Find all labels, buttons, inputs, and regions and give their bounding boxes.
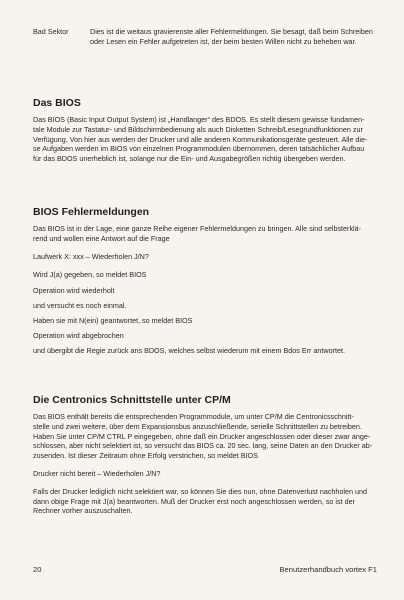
centronics-line: stelle und zwei weitere, über dem Expansionsbus anzuschließende, serielle Schnittstellen zu betreiben. bbox=[33, 421, 362, 431]
bios-errors-heading: BIOS Fehlermeldungen bbox=[33, 206, 150, 218]
bad-sector-line: Dies ist die weitaus gravierenste aller Fehlermeldungen. Sie besagt, daß beim Schreiben bbox=[90, 27, 373, 36]
bios-errors-section bbox=[33, 206, 378, 359]
centronics-section bbox=[33, 394, 378, 516]
bad-sector-definition bbox=[90, 27, 378, 47]
bios-errors-intro-line: rend und wollen eine Antwort auf die Frage bbox=[33, 233, 170, 243]
retry-prompt: Laufwerk X: xxx – Wiederholen J/N? bbox=[33, 251, 149, 261]
footer-title: Benutzerhandbuch vortex F1 bbox=[279, 565, 377, 574]
bios-line: Verfügung. Von hier aus werden der Drucker und alle anderen Kommunikationsgeräte gesteuert. Alle die- bbox=[33, 134, 368, 144]
bios-errors-list-line: Operation wird abgebrochen bbox=[33, 331, 124, 341]
bad-sector-line: oder Lesen ein Fehler aufgetreten ist, der beim besten Willen nicht zu beheben war. bbox=[90, 36, 357, 46]
printer-prompt: Drucker nicht bereit – Wiederholen J/N? bbox=[33, 468, 161, 478]
bios-errors-intro-line: Das BIOS ist in der Lage, eine ganze Reihe eigener Fehlermeldungen zu bringen. Alle sind selbsterklä- bbox=[33, 224, 362, 233]
bios-line: Das BIOS (Basic Input Output System) ist „Handlanger“ des BDOS. Es stellt diesem gewisse fundamen- bbox=[33, 115, 365, 124]
bios-errors-list-line: Operation wird wiederholt bbox=[33, 285, 115, 295]
bios-section bbox=[33, 97, 378, 164]
centronics-closing-line: Rechner vorher auszuschalten. bbox=[33, 506, 133, 516]
centronics-line: zusenden. Ist dieser Zeitraum ohne Erfolg verstrichen, so meldet BIOS bbox=[33, 451, 258, 461]
bad-sector-term: Bad Sektor bbox=[33, 27, 69, 36]
centronics-line: Haben Sie unter CP/M CTRL P eingegeben, ohne daß ein Drucker angeschlossen oder dieser zwar ange- bbox=[33, 431, 371, 441]
bios-line: se Aufgaben werden im BIOS von einzelnen Programmodulen übernommen, deren tatsächlicher Aufbau bbox=[33, 144, 365, 154]
bios-heading: Das BIOS bbox=[33, 97, 81, 109]
bios-errors-list bbox=[33, 267, 378, 358]
bios-errors-list-line: Wird J(a) gegeben, so meldet BIOS bbox=[33, 270, 147, 280]
page-number: 20 bbox=[33, 565, 42, 574]
centronics-line: Das BIOS enthält bereits die entsprechenden Programmodule, um unter CP/M die Centronicsschnitt- bbox=[33, 412, 354, 421]
bios-line: tale Module zur Tastatur- und Bildschirmbedienung als auch Disketten Schreib/Lesegrundfunktionen zur bbox=[33, 124, 363, 134]
centronics-line: schlossen, aber nicht selektiert ist, so versucht das BIOS ca. 20 sec. lang, seine Daten an den Drucker ab- bbox=[33, 441, 373, 451]
centronics-closing-line: Falls der Drucker lediglich nicht selektiert war, so können Sie dies nun, ohne Datenverlust nachholen und bbox=[33, 486, 368, 496]
bad-sector-entry bbox=[33, 27, 378, 47]
bios-errors-list-line: und versucht es noch einmal. bbox=[33, 300, 127, 310]
bios-errors-list-line: und übergibt die Regie zurück ans BDOS, welches selbst wiederum mit einem Bdos Err antwortet. bbox=[33, 346, 345, 356]
bios-errors-list-line: Haben sie mit N(ein) geantwortet, so meldet BIOS bbox=[33, 316, 193, 325]
bios-line: für das BDOS unerheblich ist, solange nur die Ein- und Ausgabegrößen richtig übergeben werden. bbox=[33, 154, 346, 164]
centronics-closing-line: dann obige Frage mit J(a) beantworten. Muß der Drucker erst noch angeschlossen werden, so ist der bbox=[33, 496, 355, 506]
centronics-heading: Die Centronics Schnittstelle unter CP/M bbox=[33, 394, 231, 406]
